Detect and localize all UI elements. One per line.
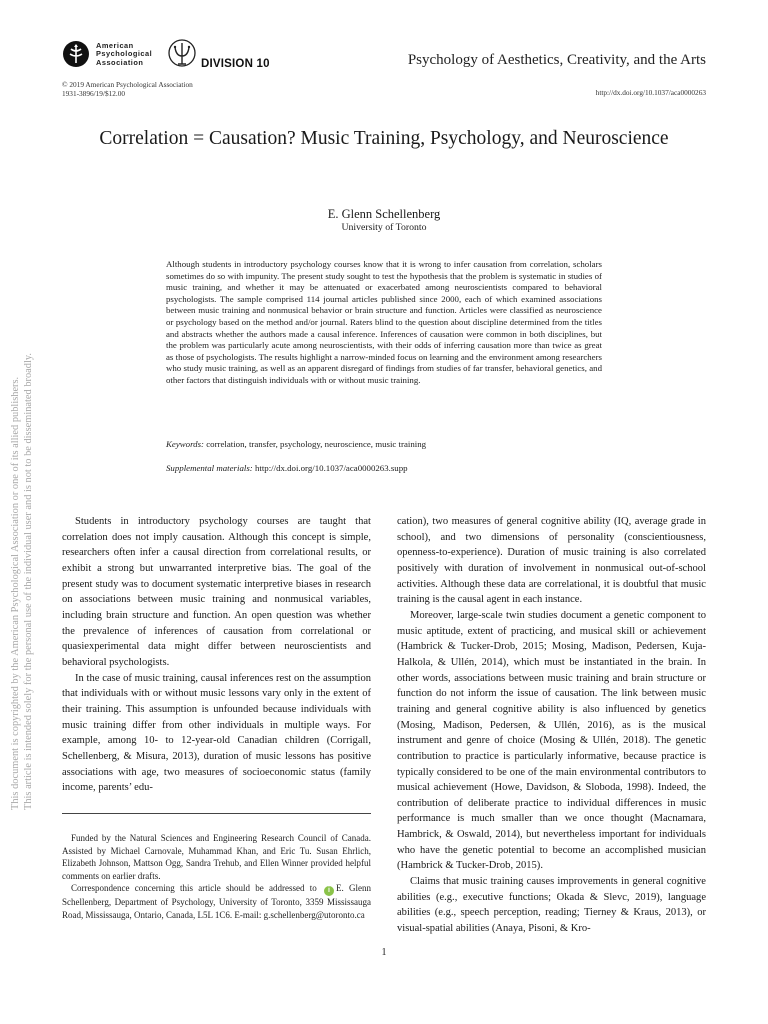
apa-wordmark: [96, 42, 152, 67]
orcid-icon[interactable]: i: [324, 886, 334, 896]
funding-footnote: [62, 832, 371, 882]
apa-line-2: Psychological: [96, 49, 153, 59]
author-name: E. Glenn Schellenberg: [327, 207, 441, 221]
division-label: DIVISION 10: [201, 58, 270, 70]
body-paragraph: Moreover, large-scale twin studies document a genetic component to music aptitude, extent of practicing, and musical skill or achievement (Hambrick & Tucker-Drob, 2015; Mosing, Madison, Pedersen, Kuja-Halkola, & Ullén, 2014), which must be instantiated in the brain. In other words, associations between music training and brain structure or function do not inform the issue of causation. The link between music training and general cognitive ability is also influenced by genetics (Mosing, Madison, Pedersen, & Ullén, 2016), as is the musical instrument and genre of choice (Mosing & Ullén, 2018). The genetic contribution to practice is particularly informative, because practice is typically considered to be one of the main environmental contributors to musical achievement (Howe, Davidson, & Sloboda, 1998). Indeed, the contribution of deliberate practice to individual differences in music performance is much smaller than we once thought (Macnamara, Hambrick, & Oswald, 2014), but nevertheless important for individuals who have the genetic potential to become an accomplished musician (Hambrick & Tucker-Drob, 2015).: [397, 609, 706, 872]
author-affiliation: University of Toronto: [341, 222, 427, 233]
article-title: Correlation = Causation? Music Training, Psychology, and Neuroscience: [99, 128, 669, 149]
body-left-column: [62, 514, 371, 796]
abstract: Although students in introductory psychology courses know that it is wrong to infer causation from correlation, scholars sometimes do so with impunity. The present study sought to test the hypothesis that the problem is systematic in studies of music training, and whether it may be attenuated or exacerbated among neuroscientists compared to behavioral psychologists. The sample comprised 114 journal articles published since 2000, each of which examined associations between music training and nonmusical behavior or brain structure and function. Articles were classified as neuroscience or psychology based on the method and/or journal. Raters blind to the question about discipline determined from the titles and abstracts whether the authors made a causal inference. Inferences of causation were common in both disciplines, but the problem was particularly acute among neuroscientists, with their odds of inferring causation more than twice as great as those of psychologists. The results highlight a narrow-minded focus on learning and the environment among researchers who study music training, as well as an apparent disregard of findings from studies of far transfer, behavioral genetics, and other factors that distinguish individuals with or without music training.: [166, 259, 602, 385]
division-10-logo-icon: [164, 38, 200, 70]
correspondence-intro: Correspondence concerning this article should be addressed to: [71, 883, 317, 893]
page-number: 1: [381, 947, 387, 958]
apa-logo-icon: [62, 40, 90, 68]
copyright-notice-vertical: [10, 230, 35, 810]
body-paragraph: In the case of music training, causal inferences rest on the assumption that individuals with or without music lessons vary only in the extent of their training. This assumption is unfounded because individuals with music training differ from other individuals in multiple ways. For example, among 10- to 12-year-old Canadian children (Corrigall, Schellenberg, & Misura, 2013), duration of music lessons has positive associations with age, two measures of socioeconomic status (family income, parents’ edu-: [62, 672, 371, 794]
body-paragraph: Claims that music training causes improvements in general cognitive abilities (e.g., executive functions; Okada & Slevc, 2019), language abilities (e.g., speech perception, reading; Tierney & Kraus, 2013), or visual-spatial abilities (Anaya, Pisoni, & Kro-: [397, 876, 706, 935]
copyright-notice-line-2: This article is intended solely for the personal use of the individual user and is not to be disseminated broadly.: [22, 353, 34, 810]
keywords-text: correlation, transfer, psychology, neuroscience, music training: [206, 439, 427, 449]
keywords-label: Keywords:: [166, 439, 204, 449]
copyright-line: © 2019 American Psychological Association: [62, 80, 193, 89]
issn-line: 1931-3896/19/$12.00: [62, 89, 126, 98]
apa-line-3: Association: [96, 57, 144, 67]
doi-link[interactable]: http://dx.doi.org/10.1037/aca0000263: [595, 88, 706, 97]
supplemental-link[interactable]: http://dx.doi.org/10.1037/aca0000263.supp: [254, 463, 408, 473]
correspondence-text: [62, 882, 371, 921]
body-right-column: [397, 514, 706, 937]
supplemental-materials: [166, 463, 602, 473]
publication-meta: [62, 80, 193, 98]
funding-text: Funded by the Natural Sciences and Engineering Research Council of Canada. Assisted by Michael Carnovale, Muhammad Khan, and Eric Tu. Susan Ehrlich, Elizabeth Johnson, Mattson Ogg, Sandra Trehub, and Ellen Winner provided helpful comments on earlier drafts.: [62, 833, 371, 881]
correspondence-details: E. Glenn Schellenberg, Department of Psychology, University of Toronto, 3359 Mississauga Road, Mississauga, Ontario, Canada, L5L 1C6. E-mail: g.schellenberg@utoronto.ca: [62, 883, 371, 920]
journal-title: Psychology of Aesthetics, Creativity, and the Arts: [407, 52, 706, 68]
keywords: [166, 439, 602, 449]
footnote-divider: [62, 813, 371, 814]
body-paragraph: Students in introductory psychology courses are taught that correlation does not imply causation. Although this concept is simple, researchers often infer a causal direction from correlational results, or exhibit a strong but unwarranted interpretive bias. The goal of the present study was to document systematic interpretive biases in research on associations between music training and nonmusical variables, including brain structure and function. An open question was whether the prevalence of inferences of causation from correlational or quasiexperimental data might differ between neuroscientists and behavioral psychologists.: [62, 516, 371, 668]
supplemental-label: Supplemental materials:: [166, 463, 253, 473]
copyright-notice-line-1: This document is copyrighted by the American Psychological Association or one of its allied publishers.: [10, 376, 21, 810]
apa-line-1: American: [96, 41, 134, 50]
correspondence-footnote: [62, 882, 371, 921]
body-paragraph: cation), two measures of general cognitive ability (IQ, average grade in school), and two dimensions of personality (conscientiousness, openness-to-experience). Duration of music training is also correlated positively with duration of involvement in nonmusical out-of-school activities. Although these data are correlational, it is doubtful that music training is the causal agent in each instance.: [397, 516, 706, 606]
